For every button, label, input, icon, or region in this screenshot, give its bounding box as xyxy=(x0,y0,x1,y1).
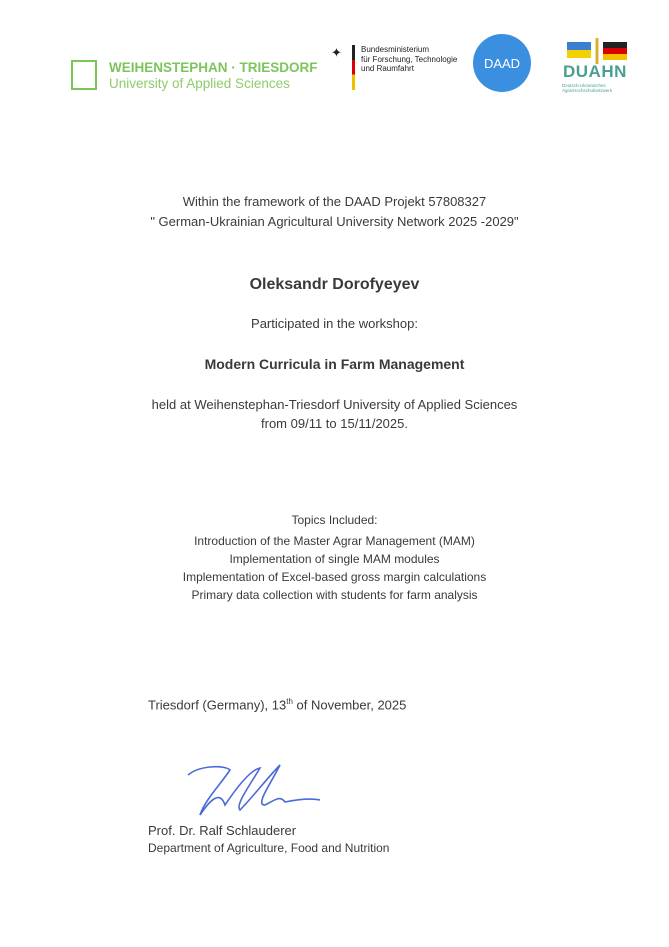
topic-item: Implementation of Excel-based gross margin calculations xyxy=(182,570,487,584)
daad-logo xyxy=(473,34,531,92)
place-date-sup: th xyxy=(286,697,293,706)
participated-text: Participated in the workshop: xyxy=(251,316,418,331)
signature xyxy=(180,760,320,830)
ministry-line: für Forschung, Technologie xyxy=(361,54,458,64)
daad-logo-label: DAAD xyxy=(483,55,521,71)
signatory-department: Department of Agriculture, Food and Nutrition xyxy=(148,841,390,855)
weihenstephan-logo-subtitle: University of Applied Sciences xyxy=(109,76,290,91)
duahn-subtitle-line: Deutsch-Ukrainisches xyxy=(562,83,606,88)
topic-item: Introduction of the Master Agrar Management (MAM) xyxy=(194,534,475,548)
recipient-name: Oleksandr Dorofyeyev xyxy=(249,276,420,293)
place-date xyxy=(148,697,406,712)
held-at-text: held at Weihenstephan-Triesdorf University of Applied Sciences xyxy=(151,397,518,412)
ministry-line: und Raumfahrt xyxy=(361,64,414,73)
topics-heading: Topics Included: xyxy=(291,513,378,527)
topic-item: Primary data collection with students for farm analysis xyxy=(191,588,478,602)
place-date-suffix: of November, 2025 xyxy=(292,697,407,713)
framework-line: Within the framework of the DAAD Projekt 57808327 xyxy=(182,194,487,209)
place-date-prefix: Triesdorf (Germany), 13 xyxy=(148,697,287,713)
weihenstephan-logo-mark xyxy=(71,60,97,90)
ministry-logo-text xyxy=(361,45,457,74)
duahn-subtitle-line: AgrarHochschulnetzwerk xyxy=(562,88,613,93)
dates-text: from 09/11 to 15/11/2025. xyxy=(261,416,408,431)
workshop-title: Modern Curricula in Farm Management xyxy=(204,356,465,372)
topic-item: Implementation of single MAM modules xyxy=(229,552,440,566)
duahn-logo-name: DUAHN xyxy=(563,62,627,81)
network-line: " German-Ukrainian Agricultural University Network 2025 -2029" xyxy=(150,214,519,229)
ministry-line: Bundesministerium xyxy=(361,45,430,54)
duahn-flags-icon xyxy=(565,38,629,64)
eagle-icon: ✦ xyxy=(331,45,342,60)
duahn-logo-subtitle xyxy=(562,83,632,93)
german-flag-bar xyxy=(352,45,355,90)
topics-list xyxy=(0,532,669,604)
weihenstephan-logo-name: WEIHENSTEPHAN · TRIESDORF xyxy=(109,60,318,75)
signatory-name: Prof. Dr. Ralf Schlauderer xyxy=(148,823,297,838)
